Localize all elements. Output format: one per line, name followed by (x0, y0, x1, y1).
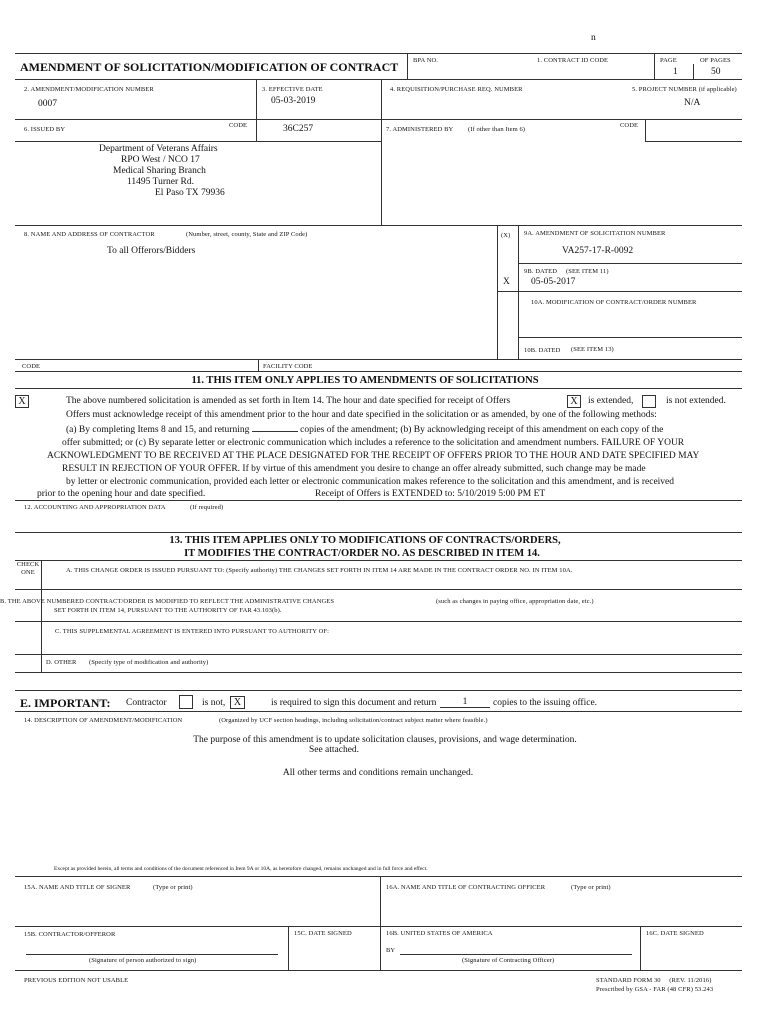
administered-by-note: (If other than Item 6) (468, 126, 526, 133)
issuer-line: El Paso TX 79936 (155, 188, 225, 198)
divider (288, 926, 289, 970)
is-not-checkbox[interactable]: X (230, 696, 245, 709)
section-11-line-7: by letter or electronic communication, provided each letter or electronic communication makes reference to the solicitation and this amendment, and is received (66, 477, 675, 487)
amendment-number-label: 2. AMENDMENT/MODIFICATION NUMBER (24, 86, 154, 93)
item-9b-note: (SEE ITEM 11) (566, 268, 609, 275)
row-border (518, 263, 742, 264)
divider (41, 560, 42, 672)
officer-signature-caption: (Signature of Contracting Officer) (462, 957, 555, 964)
divider (640, 926, 641, 970)
section-11-line-3 (66, 425, 663, 435)
page-value: 1 (673, 67, 678, 77)
section-13-title-2: IT MODIFIES THE CONTRACT/ORDER NO. AS DESCRIBED IN ITEM 14. (184, 548, 540, 559)
item-10a-label: 10A. MODIFICATION OF CONTRACT/ORDER NUMBER (531, 299, 697, 306)
item-9-check-mark: X (503, 277, 510, 287)
section-11-line-3a: (a) By completing Items 8 and 15, and returning (66, 425, 252, 435)
not-extended-label: is not extended. (666, 396, 726, 406)
item-10b-label: 10B. DATED (524, 347, 561, 354)
accounting-label: 12. ACCOUNTING AND APPROPRIATION DATA (24, 504, 166, 511)
row-border (15, 970, 742, 971)
extended-label: is extended, (588, 396, 634, 406)
standard-form-label: STANDARD FORM 30 (REV. 11/2016) (596, 977, 712, 984)
copies-text: copies to the issuing office. (493, 698, 598, 708)
row-border (518, 337, 742, 338)
issuer-line: Medical Sharing Branch (113, 166, 206, 176)
row-border (15, 500, 742, 501)
description-line-1: The purpose of this amendment is to update solicitation clauses, provisions, and wage determination. (193, 735, 577, 745)
usa-label: 16B. UNITED STATES OF AMERICA (386, 930, 493, 937)
section-11-line-8: prior to the opening hour and date specified. (37, 489, 206, 499)
not-extended-checkbox[interactable] (642, 395, 656, 408)
description-line-3: All other terms and conditions remain unchanged. (282, 768, 474, 778)
description-note: (Organized by UCF section headings, including solicitation/contract subject matter where feasible.) (219, 717, 488, 724)
row-border (15, 926, 742, 927)
row-border (15, 654, 742, 655)
extension-note: Receipt of Offers is EXTENDED to: 5/10/2019 5:00 PM ET (315, 489, 546, 499)
amendment-number-value: 0007 (38, 99, 57, 109)
required-text: is required to sign this document and return (271, 698, 437, 708)
check-one-label: CHECK ONE (16, 561, 40, 576)
contractor-address-label: 8. NAME AND ADDRESS OF CONTRACTOR (24, 231, 155, 238)
option-a-text: A. THIS CHANGE ORDER IS ISSUED PURSUANT TO: (Specify authority) THE CHANGES SET FORTH IN ITEM 14 ARE MADE IN THE CONTRACT ORDER NO. IN ITEM 10A. (66, 567, 573, 574)
divider (381, 79, 382, 119)
effective-date-value: 05-03-2019 (271, 96, 316, 106)
important-label: E. IMPORTANT: (20, 696, 111, 710)
prescribed-by-label: Prescribed by GSA - FAR (48 CFR) 53.243 (596, 986, 714, 993)
contract-id-label: 1. CONTRACT ID CODE (537, 57, 609, 64)
form-title: AMENDMENT OF SOLICITATION/MODIFICATION OF CONTRACT (20, 60, 399, 74)
date-signed-16c-label: 16C. DATE SIGNED (646, 930, 704, 937)
page-label: PAGE (660, 57, 677, 64)
x-column-label: (X) (501, 232, 511, 239)
issued-by-label: 6. ISSUED BY (24, 126, 66, 133)
item-9b-value: 05-05-2017 (531, 277, 576, 287)
date-signed-15c-label: 15C. DATE SIGNED (294, 930, 352, 937)
section-11-line-1: The above numbered solicitation is amended as set forth in Item 14. The hour and date specified for receipt of Offers (66, 396, 511, 406)
officer-name-note: (Type or print) (571, 884, 611, 891)
project-number-value: N/A (684, 98, 701, 108)
row-border (15, 532, 742, 533)
issuer-line: Department of Veterans Affairs (99, 144, 218, 154)
option-d-note: (Specify type of modification and authority) (89, 659, 209, 666)
facility-code-label: FACILITY CODE (263, 363, 313, 370)
officer-name-label: 16A. NAME AND TITLE OF CONTRACTING OFFICER (386, 884, 546, 891)
divider (497, 225, 498, 359)
issuer-address (99, 144, 225, 199)
item-9a-value: VA257-17-R-0092 (562, 246, 634, 256)
row-border (15, 876, 742, 877)
divider (654, 53, 655, 79)
section-13-title-1: 13. THIS ITEM APPLIES ONLY TO MODIFICATIONS OF CONTRACTS/ORDERS, (169, 535, 561, 546)
section-11-line-4: offer submitted; or (c) By separate letter or electronic communication which includes a reference to the solicitation and amendment numbers. FAILURE OF YOUR (62, 438, 685, 448)
section-11-line-2: Offers must acknowledge receipt of this amendment prior to the hour and date specified in the solicitation or as amended, by one of the following methods: (66, 410, 657, 420)
issued-code-value: 36C257 (283, 124, 314, 134)
is-not-label: is not, (202, 698, 226, 708)
row-border (15, 560, 742, 561)
divider (407, 53, 408, 79)
item-9b-label: 9B. DATED (524, 268, 558, 275)
by-label: BY (386, 947, 396, 954)
row-border (645, 141, 742, 142)
row-border (15, 711, 742, 712)
divider (380, 876, 381, 970)
contractor-is-checkbox[interactable] (179, 695, 193, 709)
divider (256, 119, 257, 141)
description-line-2: See attached. (308, 745, 360, 755)
option-b-text: B. THE ABOVE NUMBERED CONTRACT/ORDER IS MODIFIED TO REFLECT THE ADMINISTRATIVE CHANGES (0, 598, 335, 605)
option-b-note: (such as changes in paying office, appropriation date, etc.) (436, 598, 594, 605)
row-border (15, 371, 742, 372)
row-border (15, 388, 742, 389)
contractor-signature-caption: (Signature of person authorized to sign) (89, 957, 197, 964)
contractor-address-note: (Number, street, county, State and ZIP Code) (186, 231, 308, 238)
issued-code-label: CODE (229, 122, 248, 129)
section-11-checkbox[interactable]: X (15, 395, 29, 408)
of-pages-label: OF PAGES (700, 57, 731, 64)
row-border (15, 589, 742, 590)
previous-edition-note: PREVIOUS EDITION NOT USABLE (24, 977, 129, 984)
except-text: Except as provided herein, all terms and conditions of the document referenced in Item 9A or 10A, as heretofore changed, remains unchanged and in full force and effect. (54, 866, 428, 872)
admin-code-label: CODE (620, 122, 639, 129)
requisition-label: 4. REQUISITION/PURCHASE REQ. NUMBER (390, 86, 523, 93)
section-11-line-6: RESULT IN REJECTION OF YOUR OFFER. If by virtue of this amendment you desire to change an offer already submitted, such change may be made (62, 464, 646, 474)
issuer-line: RPO West / NCO 17 (121, 155, 200, 165)
item-10b-note: (SEE ITEM 13) (571, 346, 614, 353)
row-border (15, 79, 742, 80)
administered-by-label: 7. ADMINISTERED BY (386, 126, 454, 133)
signer-name-note: (Type or print) (153, 884, 193, 891)
row-border (497, 291, 742, 292)
signer-name-label: 15A. NAME AND TITLE OF SIGNER (24, 884, 131, 891)
contractor-value: To all Offerors/Bidders (107, 246, 196, 256)
divider (645, 119, 646, 141)
accounting-note: (If required) (190, 504, 224, 511)
item-9a-label: 9A. AMENDMENT OF SOLICITATION NUMBER (524, 230, 666, 237)
extended-checkbox[interactable]: X (567, 395, 581, 408)
divider (693, 64, 694, 79)
row-border (15, 119, 742, 120)
copies-value[interactable]: 1 (440, 698, 490, 708)
contractor-offeror-label: 15B. CONTRACTOR/OFFEROR (24, 931, 116, 938)
contractor-label: Contractor (126, 698, 167, 708)
row-border (15, 621, 742, 622)
project-number-label: 5. PROJECT NUMBER (if applicable) (632, 86, 737, 93)
row-border (15, 225, 742, 226)
top-border (15, 53, 742, 54)
option-c-text: C. THIS SUPPLEMENTAL AGREEMENT IS ENTERED INTO PURSUANT TO AUTHORITY OF: (55, 628, 329, 635)
row-border (15, 672, 742, 673)
copies-returned-blank[interactable] (252, 431, 298, 432)
officer-signature-line[interactable] (400, 954, 632, 955)
option-b-text-2: SET FORTH IN ITEM 14, PURSUANT TO THE AUTHORITY OF FAR 43.103(b). (54, 607, 282, 614)
divider (381, 119, 382, 225)
row-border (15, 690, 742, 691)
section-11-line-5: ACKNOWLEDGMENT TO BE RECEIVED AT THE PLACE DESIGNATED FOR THE RECEIPT OF OFFERS PRIOR TO THE HOUR AND DATE SPECIFIED MAY (47, 451, 700, 461)
divider (518, 225, 519, 359)
contractor-signature-line[interactable] (26, 954, 278, 955)
description-label: 14. DESCRIPTION OF AMENDMENT/MODIFICATION (24, 717, 183, 724)
contractor-code-label: CODE (22, 363, 41, 370)
row-border (15, 141, 381, 142)
divider (256, 79, 257, 119)
page-mark: n (591, 33, 596, 43)
section-11-line-3b: copies of the amendment; (b) By acknowledging receipt of this amendment on each copy of the (297, 425, 664, 435)
row-border (15, 359, 742, 360)
divider (258, 359, 259, 371)
bpa-label: BPA NO. (413, 57, 439, 64)
effective-date-label: 3. EFFECTIVE DATE (262, 86, 323, 93)
option-d-text: D. OTHER (46, 659, 77, 666)
issuer-line: 11495 Turner Rd. (127, 177, 194, 187)
of-pages-value: 50 (711, 67, 721, 77)
section-11-title: 11. THIS ITEM ONLY APPLIES TO AMENDMENTS OF SOLICITATIONS (191, 375, 539, 386)
